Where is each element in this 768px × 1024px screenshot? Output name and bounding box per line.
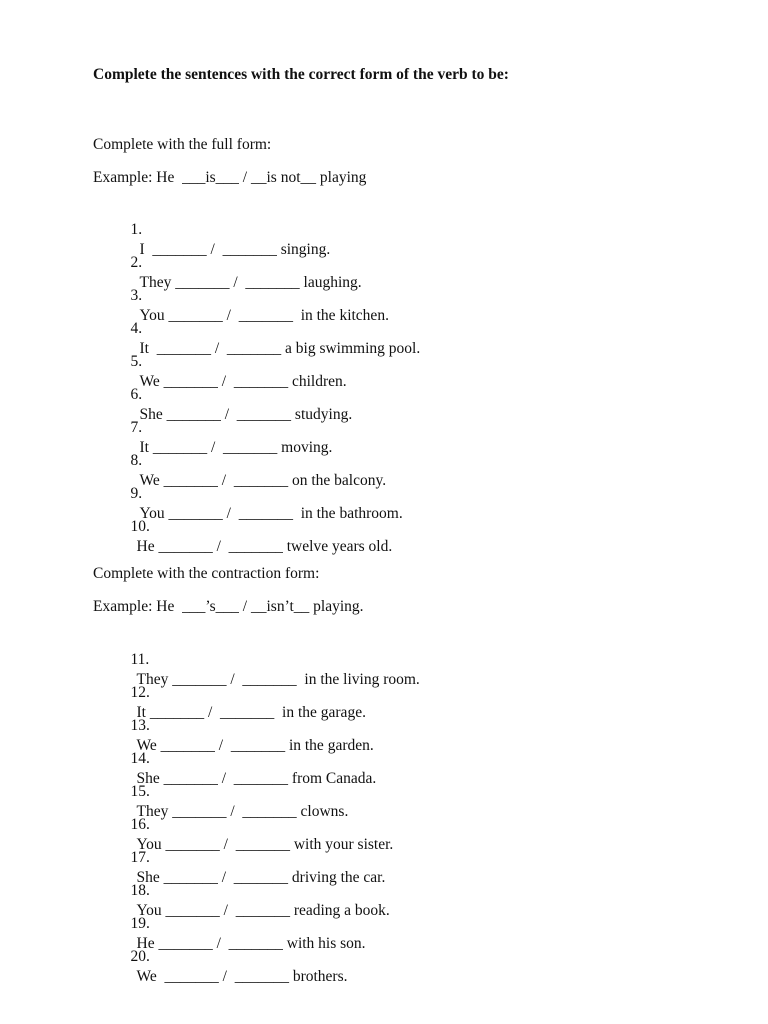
- item-text: You _______ / _______ in the bathroom.: [139, 505, 403, 522]
- item-text: I _______ / _______ singing.: [139, 241, 331, 258]
- section1-heading: Complete with the full form:: [93, 136, 272, 153]
- item-number: 13.: [130, 717, 150, 734]
- item-number: 3.: [130, 287, 143, 304]
- item-text: We _______ / _______ on the balcony.: [139, 472, 387, 489]
- item-number: 14.: [130, 750, 150, 767]
- item-text: It _______ / _______ moving.: [139, 439, 333, 456]
- item-number: 6.: [130, 386, 143, 403]
- item-text: They _______ / _______ clowns.: [136, 803, 349, 820]
- item-text: You _______ / _______ with your sister.: [136, 836, 394, 853]
- section2-example: Example: He ___’s___ / __isn’t__ playing.: [93, 598, 364, 615]
- item-text: It _______ / _______ in the garage.: [136, 704, 366, 721]
- item-text: They _______ / _______ in the living room.: [136, 671, 420, 688]
- worksheet-title: Complete the sentences with the correct form of the verb to be:: [93, 66, 509, 83]
- item-text: You _______ / _______ reading a book.: [136, 902, 390, 919]
- item-text: She _______ / _______ driving the car.: [136, 869, 386, 886]
- item-number: 1.: [130, 221, 143, 238]
- item-number: 20.: [130, 948, 150, 965]
- item-text: They _______ / _______ laughing.: [139, 274, 362, 291]
- section2-heading: Complete with the contraction form:: [93, 565, 320, 582]
- item-number: 17.: [130, 849, 150, 866]
- item-number: 2.: [130, 254, 143, 271]
- section1-example: Example: He ___is___ / __is not__ playing: [93, 169, 367, 186]
- item-text: She _______ / _______ studying.: [139, 406, 353, 423]
- item-number: 4.: [130, 320, 143, 337]
- item-text: You _______ / _______ in the kitchen.: [139, 307, 389, 324]
- item-text: He _______ / _______ with his son.: [136, 935, 366, 952]
- item-text: We _______ / _______ children.: [139, 373, 347, 390]
- item-number: 5.: [130, 353, 143, 370]
- item-number: 8.: [130, 452, 143, 469]
- item-text: We _______ / _______ in the garden.: [136, 737, 374, 754]
- item-number: 9.: [130, 485, 143, 502]
- exercise-item-20: [115, 927, 348, 1007]
- item-number: 10.: [130, 518, 150, 535]
- item-text: We _______ / _______ brothers.: [136, 968, 348, 985]
- item-text: It _______ / _______ a big swimming pool.: [139, 340, 421, 357]
- item-number: 16.: [130, 816, 150, 833]
- item-number: 18.: [130, 882, 150, 899]
- item-number: 15.: [130, 783, 150, 800]
- item-number: 19.: [130, 915, 150, 932]
- item-number: 12.: [130, 684, 150, 701]
- item-number: 11.: [130, 651, 150, 668]
- item-text: She _______ / _______ from Canada.: [136, 770, 377, 787]
- item-number: 7.: [130, 419, 143, 436]
- item-text: He _______ / _______ twelve years old.: [136, 538, 393, 555]
